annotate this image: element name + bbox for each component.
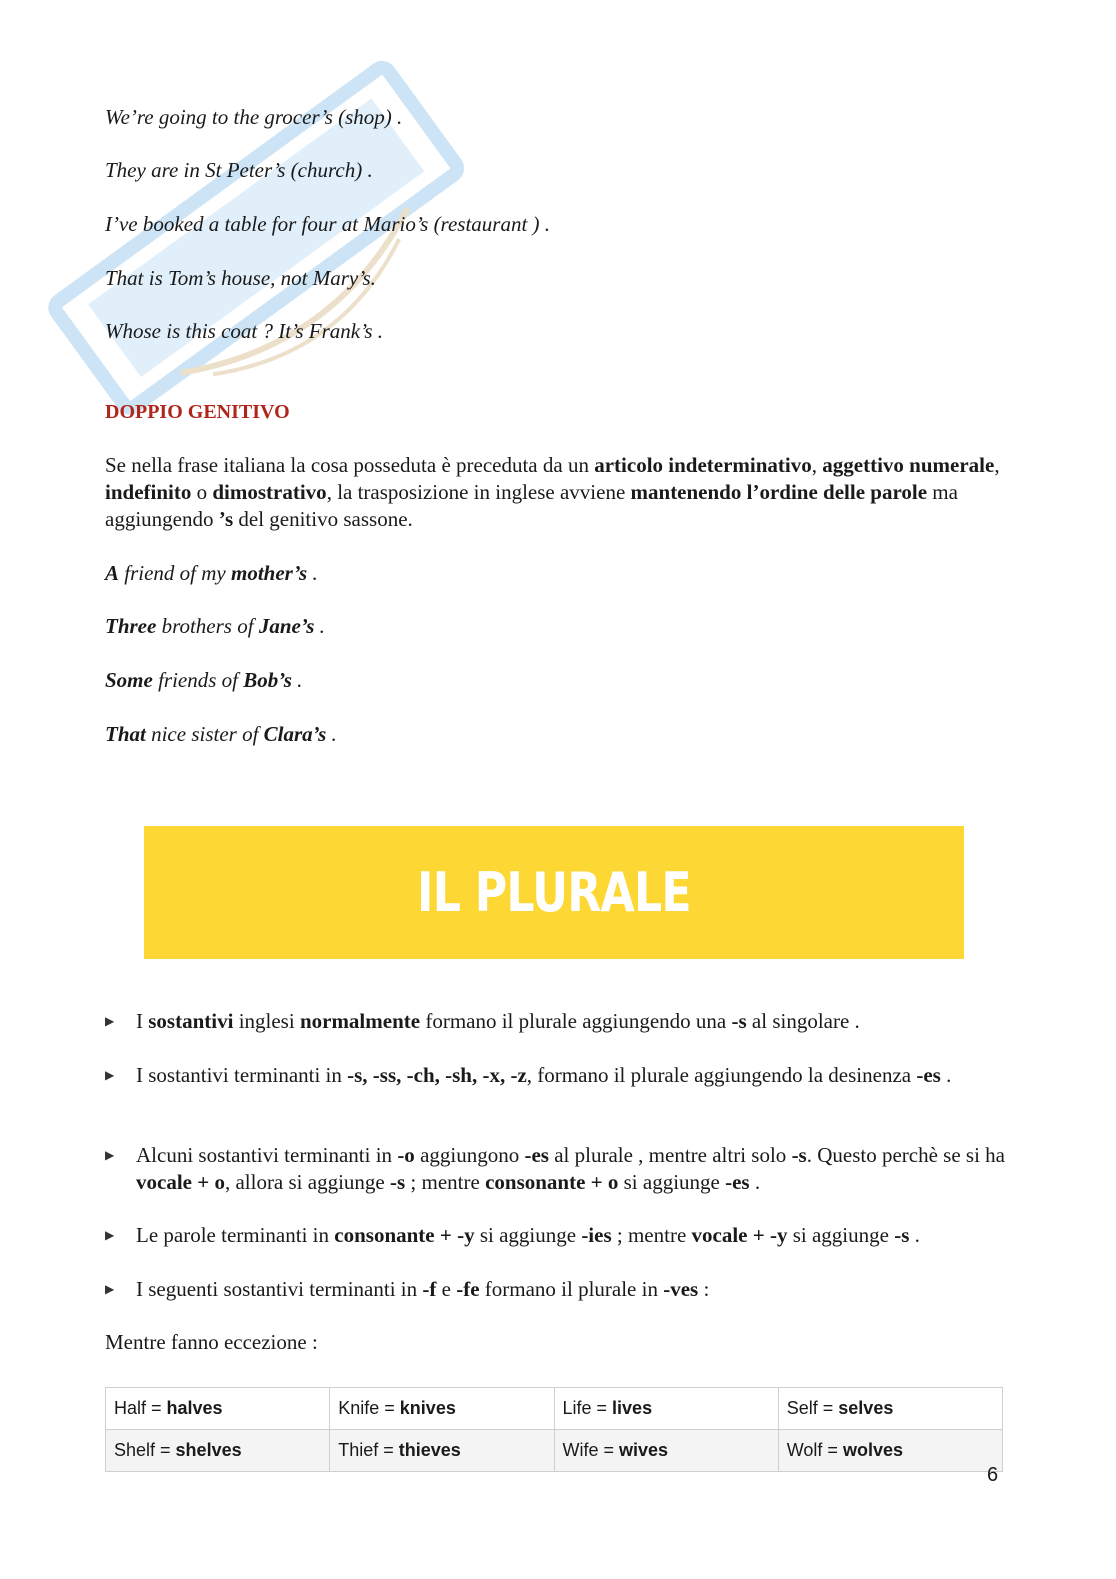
table-cell: Wife = wives [554, 1430, 778, 1472]
table-cell: Wolf = wolves [778, 1430, 1002, 1472]
bullet-arrow-icon: ▶ [105, 1014, 115, 1028]
table-row [106, 1388, 1003, 1430]
example-line: I’ve booked a table for four at Mario’s (restaurant ) . [105, 212, 551, 236]
table-cell: Half = halves [106, 1388, 330, 1430]
plural-exceptions-table [105, 1387, 1003, 1472]
example-line: That is Tom’s house, not Mary’s. [105, 266, 376, 290]
table-cell: Knife = knives [330, 1388, 554, 1430]
bullet-arrow-icon: ▶ [105, 1068, 115, 1082]
page-number: 6 [987, 1464, 999, 1486]
doppio-example: Some friends of Bob’s . [105, 668, 303, 692]
table-cell: Self = selves [778, 1388, 1002, 1430]
example-line: Whose is this coat ? It’s Frank’s . [105, 319, 384, 343]
table-cell: Thief = thieves [330, 1430, 554, 1472]
banner-title: IL PLURALE [417, 861, 691, 924]
bullet-arrow-icon: ▶ [105, 1282, 115, 1296]
rule-bullet: ▶ I sostantivi inglesi normalmente formano il plurale aggiungendo una -s al singolare . [105, 1009, 860, 1033]
watermark-logo [30, 40, 500, 460]
rule-bullet: ▶ I sostantivi terminanti in -s, -ss, -ch, -sh, -x, -z, formano il plurale aggiungendo la desinenza -es . [105, 1063, 952, 1087]
bullet-arrow-icon: ▶ [105, 1228, 115, 1242]
plural-banner [144, 826, 964, 959]
example-line: We’re going to the grocer’s (shop) . [105, 105, 403, 129]
rule-bullet: ▶ Alcuni sostantivi terminanti in -o aggiungono -es al plurale , mentre altri solo -s. Questo perchè se si ha vocale + o, allora si aggiunge -s ; mentre consonante + o si aggiunge -es . [105, 1143, 1006, 1194]
rule-bullet: ▶ I seguenti sostantivi terminanti in -f e -fe formano il plurale in -ves : [105, 1277, 710, 1301]
bullet-arrow-icon: ▶ [105, 1148, 115, 1162]
table-cell: Shelf = shelves [106, 1430, 330, 1472]
doppio-example: That nice sister of Clara’s . [105, 722, 337, 746]
exceptions-intro: Mentre fanno eccezione : [105, 1330, 318, 1354]
doppio-example: A friend of my mother’s . [105, 561, 318, 585]
doppio-example: Three brothers of Jane’s . [105, 614, 325, 638]
doppio-paragraph: Se nella frase italiana la cosa posseduta è preceduta da un articolo indeterminativo, aggettivo numerale, indefinito o dimostrativo, la trasposizione in inglese avviene mantenendo l’ordine delle parole ma aggiungendo ’s del genitivo sassone. [105, 453, 1000, 531]
section-title: DOPPIO GENITIVO [105, 401, 290, 423]
table-row [106, 1430, 1003, 1472]
rule-bullet: ▶ Le parole terminanti in consonante + -y si aggiunge -ies ; mentre vocale + -y si aggiunge -s . [105, 1223, 920, 1247]
table-cell: Life = lives [554, 1388, 778, 1430]
example-line: They are in St Peter’s (church) . [105, 158, 373, 182]
